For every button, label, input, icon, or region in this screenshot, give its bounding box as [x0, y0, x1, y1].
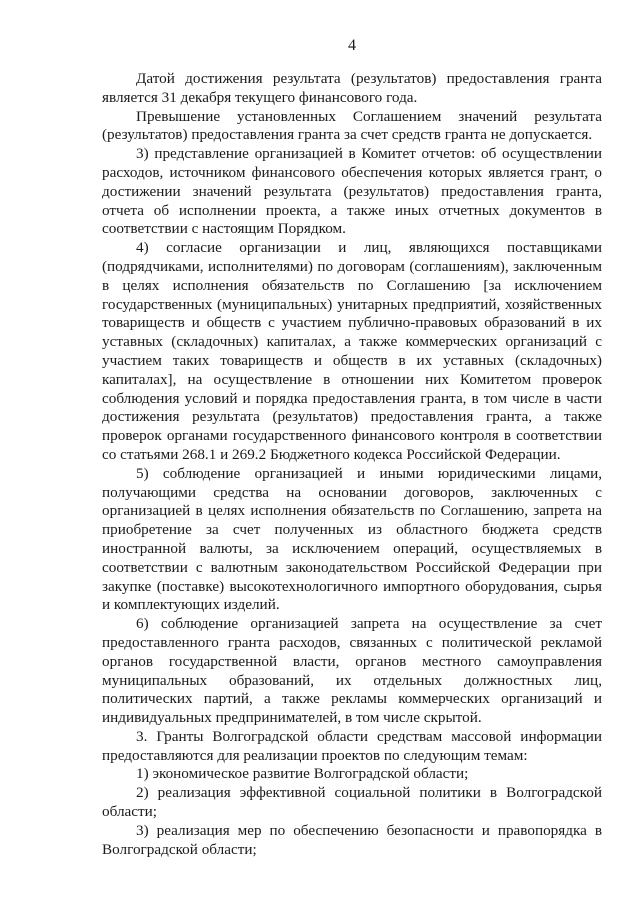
paragraph-result-date: Датой достижения результата (результатов) предоставления гранта является 31 декабря текущего финансового года. — [102, 70, 602, 106]
page-number: 4 — [348, 37, 356, 54]
document-page — [102, 36, 602, 859]
list-item-economic-development: 1) экономическое развитие Волгоградской области; — [136, 765, 469, 783]
paragraph-item-3-reports: 3) представление организацией в Комитет отчетов: об осуществлении расходов, источником финансового обеспечения которых является грант, о достижении значений результата (результатов) предоставления гранта, отчета об исполнении проекта, а также иных отчетных документов в соответствии с настоящим Порядком. — [102, 145, 602, 238]
paragraph-excess-prohibited: Превышение установленных Соглашением значений результата (результатов) предоставления гранта за счет средств гранта не допускается. — [102, 107, 602, 144]
paragraph-section-3-grants: 3. Гранты Волгоградской области средствам массовой информации предоставляются для реализации проектов по следующим темам: — [102, 727, 602, 764]
paragraph-item-5-currency: 5) соблюдение организацией и иными юридическими лицами, получающими средства на основании договоров, заключенных с организацией в целях исполнения обязательств по Соглашению, запрета на приобретение за счет полученных из областного бюджета средств иностранной валюты, за исключением операций, осуществляемых в соответствии с валютным законодательством Российской Федерации при закупке (поставке) высокотехнологичного импортного оборудования, сырья и комплектующих изделий. — [102, 464, 602, 614]
paragraph-item-6-advertising: 6) соблюдение организацией запрета на осуществление за счет предоставленного гранта расходов, связанных с политической рекламой органов государственной власти, органов местного самоуправления муниципальных образований, их отдельных должностных лиц, политических партий, а также рекламы коммерческих организаций и индивидуальных предпринимателей, в том числе скрытой. — [102, 615, 602, 727]
list-item-social-policy: 2) реализация эффективной социальной политики в Волгоградской области; — [102, 784, 602, 821]
paragraph-item-4-consent: 4) согласие организации и лиц, являющихся поставщиками (подрядчиками, исполнителями) по договорам (соглашениям), заключенным в целях исполнения обязательств по Соглашению [за исключением государственных (муниципальных) унитарных предприятий, хозяйственных товариществ и обществ с участием публично-правовых образований в их уставных (складочных) капиталах, а также коммерческих организаций с участием таких товариществ и обществ в их уставных (складочных) капиталах], на осуществление в отношении них Комитетом проверок соблюдения условий и порядка предоставления гранта, в том числе в части достижения результата (результатов) предоставления гранта, а также проверок органами государственного финансового контроля в соответствии со статьями 268.1 и 269.2 Бюджетного кодекса Российской Федерации. — [102, 239, 602, 463]
list-item-security: 3) реализация мер по обеспечению безопасности и правопорядка в Волгоградской области; — [102, 821, 602, 858]
